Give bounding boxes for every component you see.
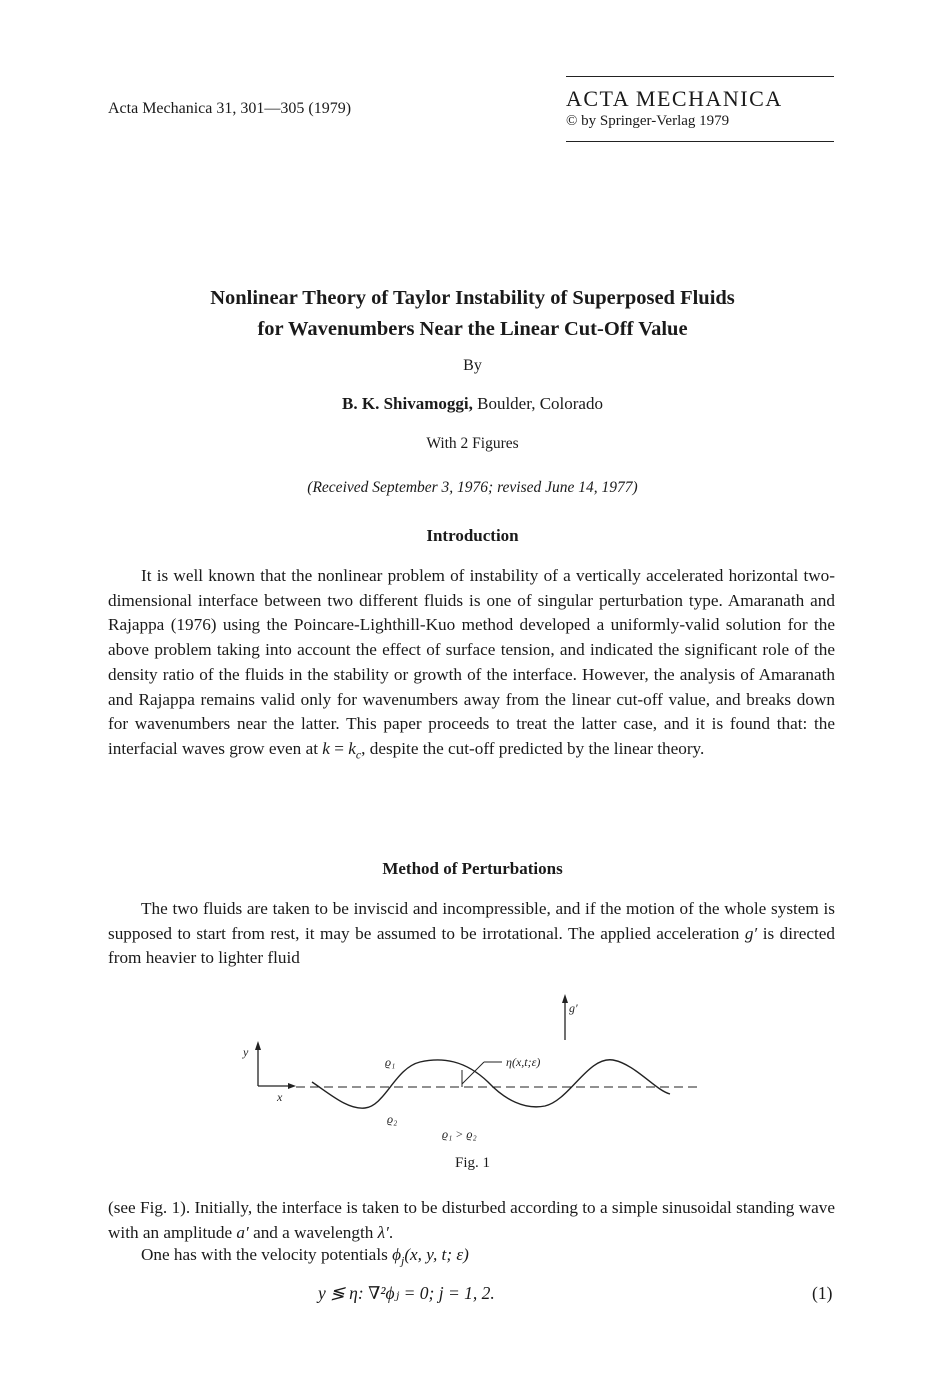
journal-name: ACTA MECHANICA (566, 86, 783, 111)
math-wavelength: λ′ (377, 1222, 389, 1242)
after-figure-text-end: . (388, 1222, 394, 1242)
interface-wave (312, 1060, 670, 1108)
density-inequality: ϱ₁ > ϱ₂ (442, 1127, 477, 1141)
after-figure-paragraph (108, 1196, 835, 1245)
title-line-1: Nonlinear Theory of Taylor Instability of Superposed Fluids (210, 287, 735, 309)
title-line-2: for Wavenumbers Near the Linear Cut-Off Value (257, 318, 688, 340)
figure-1-diagram (230, 990, 710, 1150)
equation-1: y ≶ η: ∇²ϕⱼ = 0; j = 1, 2. (318, 1283, 495, 1303)
copyright-line: © by Springer-Verlag 1979 (566, 113, 730, 129)
x-axis-arrowhead (288, 1083, 296, 1089)
section-heading-introduction: Introduction (426, 526, 519, 545)
figures-note: With 2 Figures (426, 435, 519, 452)
method-paragraph (108, 897, 835, 971)
after-figure-text: (see Fig. 1). Initially, the interface is taken to be disturbed according to a simple sinusoidal standing wave with an amplitude (108, 1198, 835, 1242)
method-text: The two fluids are taken to be inviscid and incompressible, and if the motion of the whole system is supposed to start from rest, it may be assumed to be irrotational. The applied acceleration (108, 899, 835, 943)
math-phi-subscript: j (400, 1253, 405, 1268)
label-eta: η(x,t;ε) (506, 1055, 541, 1069)
math-equals: = (329, 738, 349, 758)
eta-leader-line (462, 1062, 484, 1084)
author-line (110, 394, 835, 414)
acceleration-arrowhead (562, 994, 568, 1003)
label-x: x (277, 1090, 283, 1104)
potentials-text: One has with the velocity potentials (141, 1245, 393, 1264)
label-g-prime: g′ (569, 1001, 578, 1015)
method-text-end: is directed from heavier to lighter fluid (108, 923, 836, 968)
label-rho1: ϱ₁ (385, 1055, 396, 1069)
math-g-prime: g′ (744, 923, 758, 943)
math-phi-arguments: (x, y, t; ε) (404, 1245, 469, 1264)
figure-1-caption: Fig. 1 (454, 1155, 490, 1171)
math-kc-subscript: c (355, 747, 362, 762)
journal-citation: Acta Mechanica 31, 301—305 (1979) (108, 100, 352, 117)
math-kc: k (348, 738, 356, 758)
potentials-line (141, 1245, 835, 1268)
intro-text: It is well known that the nonlinear problem of instability of a vertically accelerated horizontal two-dimensional interface between two different fluids is one of singular perturbation type. Amaranath and Rajappa (1976) using the Poincare-Lighthill-Kuo method developed a uniformly-valid solution for the above problem taking into account the effect of surface tension, and indicated the significant role of the density ratio of the fluids in the stability or growth of the interface. However, the analysis of Amaranath and Rajappa remains valid only for wavenumbers away from the linear cut-off value, and breaks down for wavenumbers near the latter. This paper proceeds to treat the latter case, and it is found that: the interfacial waves grow even at (108, 566, 835, 758)
author-name: B. K. Shivamoggi, (342, 394, 473, 413)
author-affiliation: Boulder, Colorado (472, 394, 603, 413)
equation-1-number: (1) (812, 1283, 833, 1303)
math-phi: ϕ (392, 1245, 401, 1264)
intro-text-end: , despite the cut-off predicted by the linear theory. (361, 738, 705, 758)
by-line: By (463, 357, 482, 374)
y-axis-arrowhead (255, 1041, 261, 1050)
journal-masthead (566, 76, 834, 142)
after-figure-text-2: and a wavelength (248, 1222, 378, 1242)
section-heading-method: Method of Perturbations (382, 859, 563, 878)
math-amplitude: a′ (236, 1222, 249, 1242)
paper-title (110, 283, 835, 345)
math-k: k (322, 738, 330, 758)
label-y: y (243, 1045, 249, 1059)
label-rho2: ϱ₂ (387, 1112, 398, 1126)
received-dates: (Received September 3, 1976; revised June 14, 1977) (307, 479, 638, 496)
intro-paragraph (108, 564, 835, 767)
